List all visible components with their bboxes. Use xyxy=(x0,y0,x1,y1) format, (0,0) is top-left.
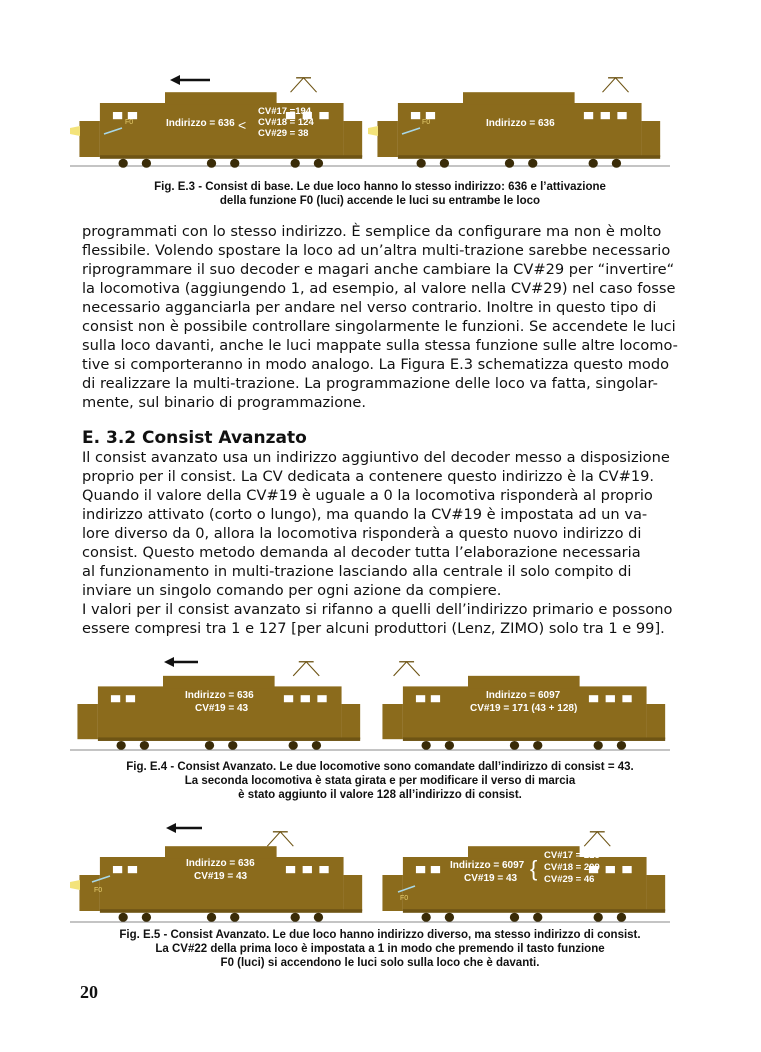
text-line: inviare un singolo comando per ogni azione da compiere. xyxy=(82,582,502,599)
loco1-address: Indirizzo = 636 xyxy=(185,690,254,701)
loco1-cv18: CV#18 = 124 xyxy=(258,117,314,128)
loco2-cv17: CV#17 = 215 xyxy=(544,850,600,861)
loco1-cv19: CV#19 = 43 xyxy=(194,871,248,882)
figure-e5-caption xyxy=(60,928,700,970)
loco2-cv19: CV#19 = 43 xyxy=(464,873,518,884)
figure-e3-caption xyxy=(60,180,700,208)
loco1-address: Indirizzo = 636 xyxy=(166,118,235,129)
caption-line: La seconda locomotiva è stata girata e per modificare il verso di marcia xyxy=(184,775,576,787)
headlight-icon xyxy=(368,126,378,136)
figure-e4-drawing xyxy=(70,648,670,756)
direction-arrow-icon xyxy=(164,657,198,667)
figure-e3 xyxy=(70,62,670,174)
direction-arrow-icon xyxy=(166,823,202,833)
caption-line: della funzione F0 (luci) accende le luci su entrambe le loco xyxy=(219,195,541,207)
page-number: 20 xyxy=(80,982,98,1002)
loco2-cv19: CV#19 = 171 (43 + 128) xyxy=(470,703,578,714)
paragraph-1 xyxy=(82,222,682,412)
text-line: flessibile. Volendo spostare la loco ad un’altra multi-trazione sarebbe necessario xyxy=(82,242,671,259)
caption-line: Fig. E.5 - Consist Avanzato. Le due loco hanno indirizzo diverso, ma stesso indirizzo di consist. xyxy=(119,929,641,941)
loco1-cv29: CV#29 = 38 xyxy=(258,128,309,139)
caption-line: La CV#22 della prima loco è impostata a 1 in modo che premendo il tasto funzione xyxy=(155,943,605,955)
text-line: consist non è possibile controllare singolarmente le funzioni. Se accendete le luci xyxy=(82,318,676,335)
text-line: Quando il valore della CV#19 è uguale a 0 la locomotiva risponderà al proprio xyxy=(82,487,653,504)
text-line: necessario agganciarla per andare nel verso contrario. Inoltre in questo tipo di xyxy=(82,299,657,316)
loco2-address: Indirizzo = 6097 xyxy=(450,860,525,871)
loco1-address: Indirizzo = 636 xyxy=(186,858,255,869)
loco2-address: Indirizzo = 6097 xyxy=(486,690,561,701)
text-line: essere compresi tra 1 e 127 [per alcuni produttori (Lenz, ZIMO) solo tra 1 e 99]. xyxy=(82,620,665,637)
text-line: sulla loco davanti, anche le luci mappate sulla stessa funzione sulle altre locomo- xyxy=(82,337,678,354)
text-line: riprogrammare il suo decoder e magari anche cambiare la CV#29 per “invertire“ xyxy=(82,261,675,278)
figure-e4 xyxy=(70,648,670,756)
text-line: I valori per il consist avanzato si rifanno a quelli dell’indirizzo primario e possono xyxy=(82,601,673,618)
loco2-cv29: CV#29 = 46 xyxy=(544,874,595,885)
loco1-cv19: CV#19 = 43 xyxy=(195,703,249,714)
figure-e3-drawing xyxy=(70,62,670,174)
figure-e5 xyxy=(70,816,670,928)
f0-label: F0 xyxy=(422,119,431,126)
direction-arrow-icon xyxy=(170,75,210,85)
locomotive-2 xyxy=(382,832,665,922)
headlight-icon xyxy=(70,126,80,136)
text-line: lore diverso da 0, allora la locomotiva risponderà a questo nuovo indirizzo di xyxy=(82,525,642,542)
headlight-icon xyxy=(70,880,80,890)
text-line: al funzionamento in multi-trazione lasciando alla centrale il solo compito di xyxy=(82,563,632,580)
f0-label: F0 xyxy=(400,895,409,902)
loco2-address: Indirizzo = 636 xyxy=(486,118,555,129)
f0-label: F0 xyxy=(94,887,103,894)
section-heading: E. 3.2 Consist Avanzato xyxy=(82,428,307,448)
caption-line: F0 (luci) si accendono le luci solo sulla loco che è davanti. xyxy=(220,957,540,969)
paragraph-2 xyxy=(82,448,682,638)
loco1-cv17: CV#17 =194 xyxy=(258,106,312,117)
figure-e4-caption xyxy=(60,760,700,802)
text-line: di realizzare la multi-trazione. La programmazione delle loco va fatta, singolar- xyxy=(82,375,658,392)
brace-icon: < xyxy=(238,117,247,133)
caption-line: è stato aggiunto il valore 128 all’indirizzo di consist. xyxy=(238,789,522,801)
text-line: la locomotiva (aggiungendo 1, ad esempio, al valore nella CV#29) nel caso fosse xyxy=(82,280,676,297)
text-line: mente, sul binario di programmazione. xyxy=(82,394,367,411)
f0-label: F0 xyxy=(125,119,134,126)
loco2-cv18: CV#18 = 209 xyxy=(544,862,600,873)
text-line: indirizzo attivato (corto o lungo), ma quando la CV#19 è impostata ad un va- xyxy=(82,506,648,523)
text-line: consist. Questo metodo demanda al decoder tutta l’elaborazione necessaria xyxy=(82,544,641,561)
text-line: tive si comporteranno in modo analogo. La Figura E.3 schematizza questo modo xyxy=(82,356,670,373)
text-line: programmati con lo stesso indirizzo. È semplice da configurare ma non è molto xyxy=(82,223,662,240)
caption-line: Fig. E.4 - Consist Avanzato. Le due locomotive sono comandate dall’indirizzo di consist = 43. xyxy=(126,761,634,773)
text-line: proprio per il consist. La CV dedicata a contenere questo indirizzo è la CV#19. xyxy=(82,468,655,485)
text-line: Il consist avanzato usa un indirizzo aggiuntivo del decoder messo a disposizione xyxy=(82,449,670,466)
figure-e5-drawing xyxy=(70,816,670,928)
caption-line: Fig. E.3 - Consist di base. Le due loco hanno lo stesso indirizzo: 636 e l’attivazione xyxy=(154,181,606,193)
brace-icon: { xyxy=(530,856,538,881)
